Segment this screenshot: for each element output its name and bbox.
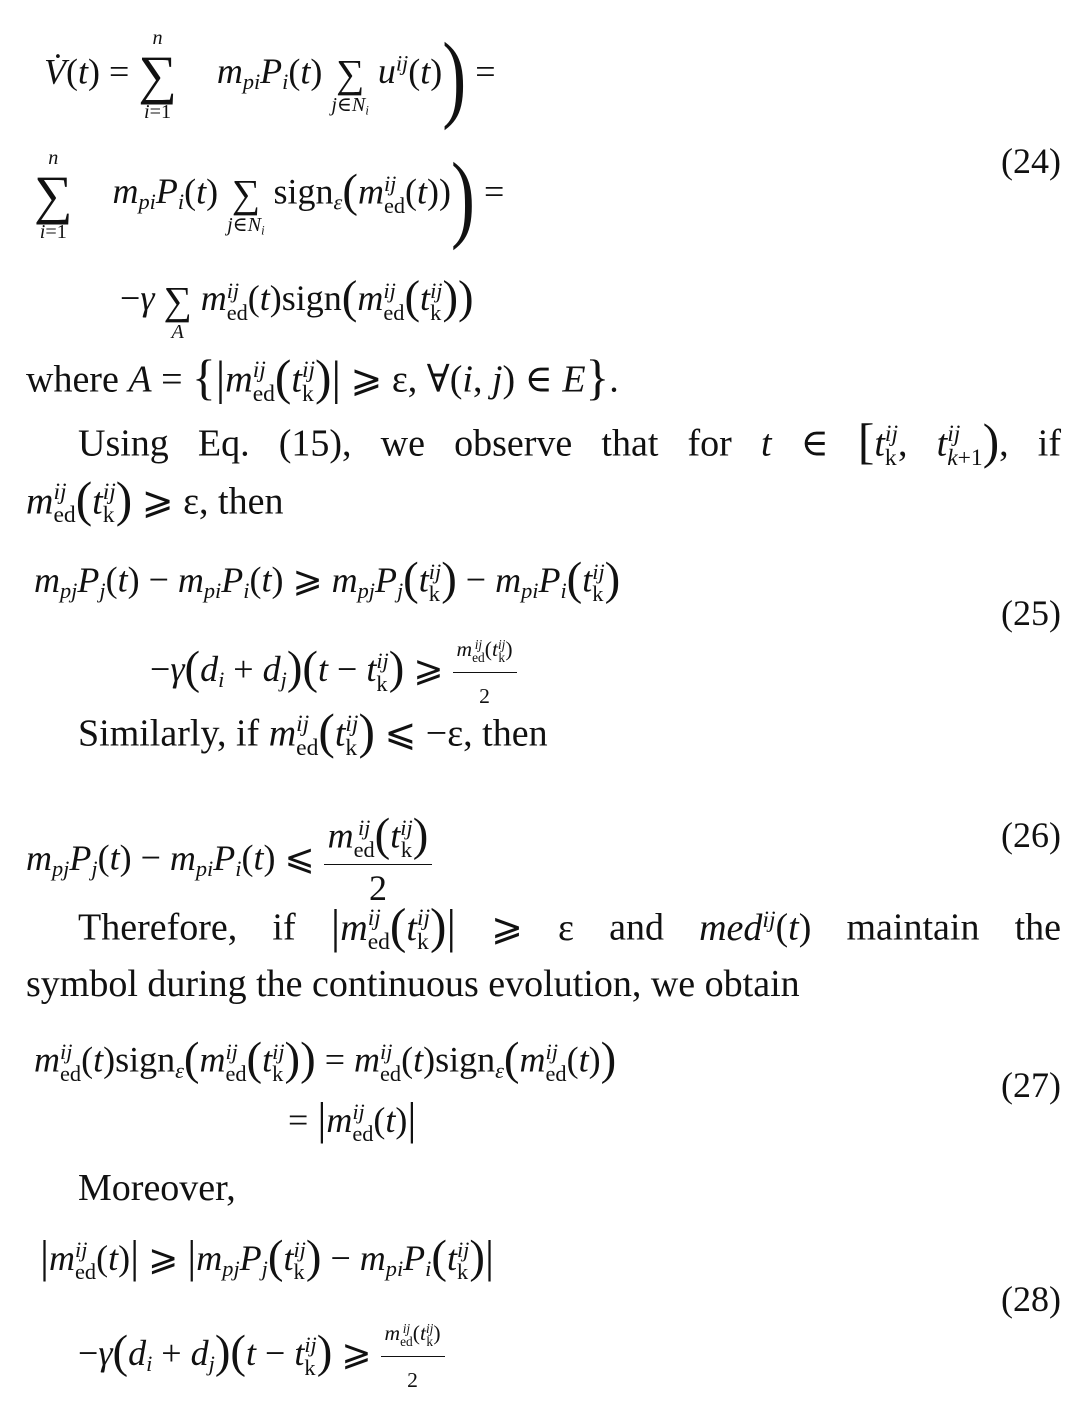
equation-27 xyxy=(0,1030,1085,1150)
eq24-line1: V̇(t) = n ∑ i=1 $m_{pi}P_i(t)$ ∑ $j\in N_i$ $u^{ij}(t)$) = xyxy=(44,23,496,132)
equation-25 xyxy=(0,548,1085,708)
moreover-line: Moreover, xyxy=(78,1167,236,1209)
therefore-paragraph xyxy=(26,898,1061,1012)
eq25-line2: $-\gamma(d_i + d_j)(t - t$ ij k ) ⩾ m ij ed (t ij k ) 2 xyxy=(150,628,517,717)
eq27-line1: m ij ed (t)sign$_\varepsilon$(m ij ed (t ij k )) = m ij ed (t)sign$_\varepsilon$(m ij ed (t)) xyxy=(34,1033,617,1087)
similarly-paragraph xyxy=(26,704,1061,762)
therefore-line-2: symbol during the continuous evolution, we obtain xyxy=(26,962,800,1005)
using-line-2: m ij ed (t ij k ) ⩾ ε, then xyxy=(26,471,284,529)
where-definition xyxy=(26,350,1061,408)
eq26-number: (26) xyxy=(1001,815,1061,855)
moreover-paragraph xyxy=(26,1160,1061,1216)
eq24-line2: n ∑ i=1 $m_{pi}P_i(t)$ ∑ $j\in N_i$ sign$_\varepsilon$(m ij ed (t))) = xyxy=(34,143,505,252)
eq24-line3: −γ ∑ A m ij ed (t)sign(m ij ed (t ij k )) xyxy=(120,271,474,343)
eq28-number: (28) xyxy=(1001,1279,1061,1319)
eq27-line2: = |m ij ed (t)| xyxy=(288,1094,417,1147)
therefore-line-1: Therefore, if |m ij ed (t ij k )| ⩾ ε and med$^{ij}$(t) maintain the xyxy=(78,898,1061,955)
where-line: where A = {|m ij ed (t ij k )| ⩾ ε, ∀(i, j) ∈ E}. xyxy=(26,350,619,407)
eq28-line1: |m ij ed (t)| ⩾ $|m_{pj}P_j(t$ ij k ) − $m_{pi}P_i(t$ ij k )| xyxy=(40,1231,494,1285)
similarly-line: Similarly, if m ij ed (t ij k ) ⩽ −ε, then xyxy=(78,704,548,761)
eq28-line2: $-\gamma(d_i + d_j)(t - t$ ij k ) ⩾ m ij ed (t ij k ) 2 xyxy=(78,1312,445,1401)
using-line-1: Using Eq. (15), we observe that for t ∈ [t ij k , t ij k+1 ), if xyxy=(78,414,1061,471)
eq26-line: $m_{pj}P_j(t) - m_{pi}P_i(t)$ ⩽ m ij ed (t ij k ) 2 xyxy=(26,814,432,909)
using-paragraph xyxy=(26,414,1061,529)
equation-26 xyxy=(0,780,1085,908)
eq27-number: (27) xyxy=(1001,1065,1061,1105)
eq25-line1: $m_{pj}P_j(t) - m_{pi}P_i(t)$ ⩾ $m_{pj}P_j(t$ ij k ) − $m_{pi}P_i(t$ ij k ) xyxy=(34,553,621,607)
equation-24 xyxy=(0,0,1085,343)
eq25-number: (25) xyxy=(1001,593,1061,633)
equation-28 xyxy=(0,1226,1085,1392)
eq24-number: (24) xyxy=(1001,141,1061,181)
where-word: where xyxy=(26,358,119,401)
